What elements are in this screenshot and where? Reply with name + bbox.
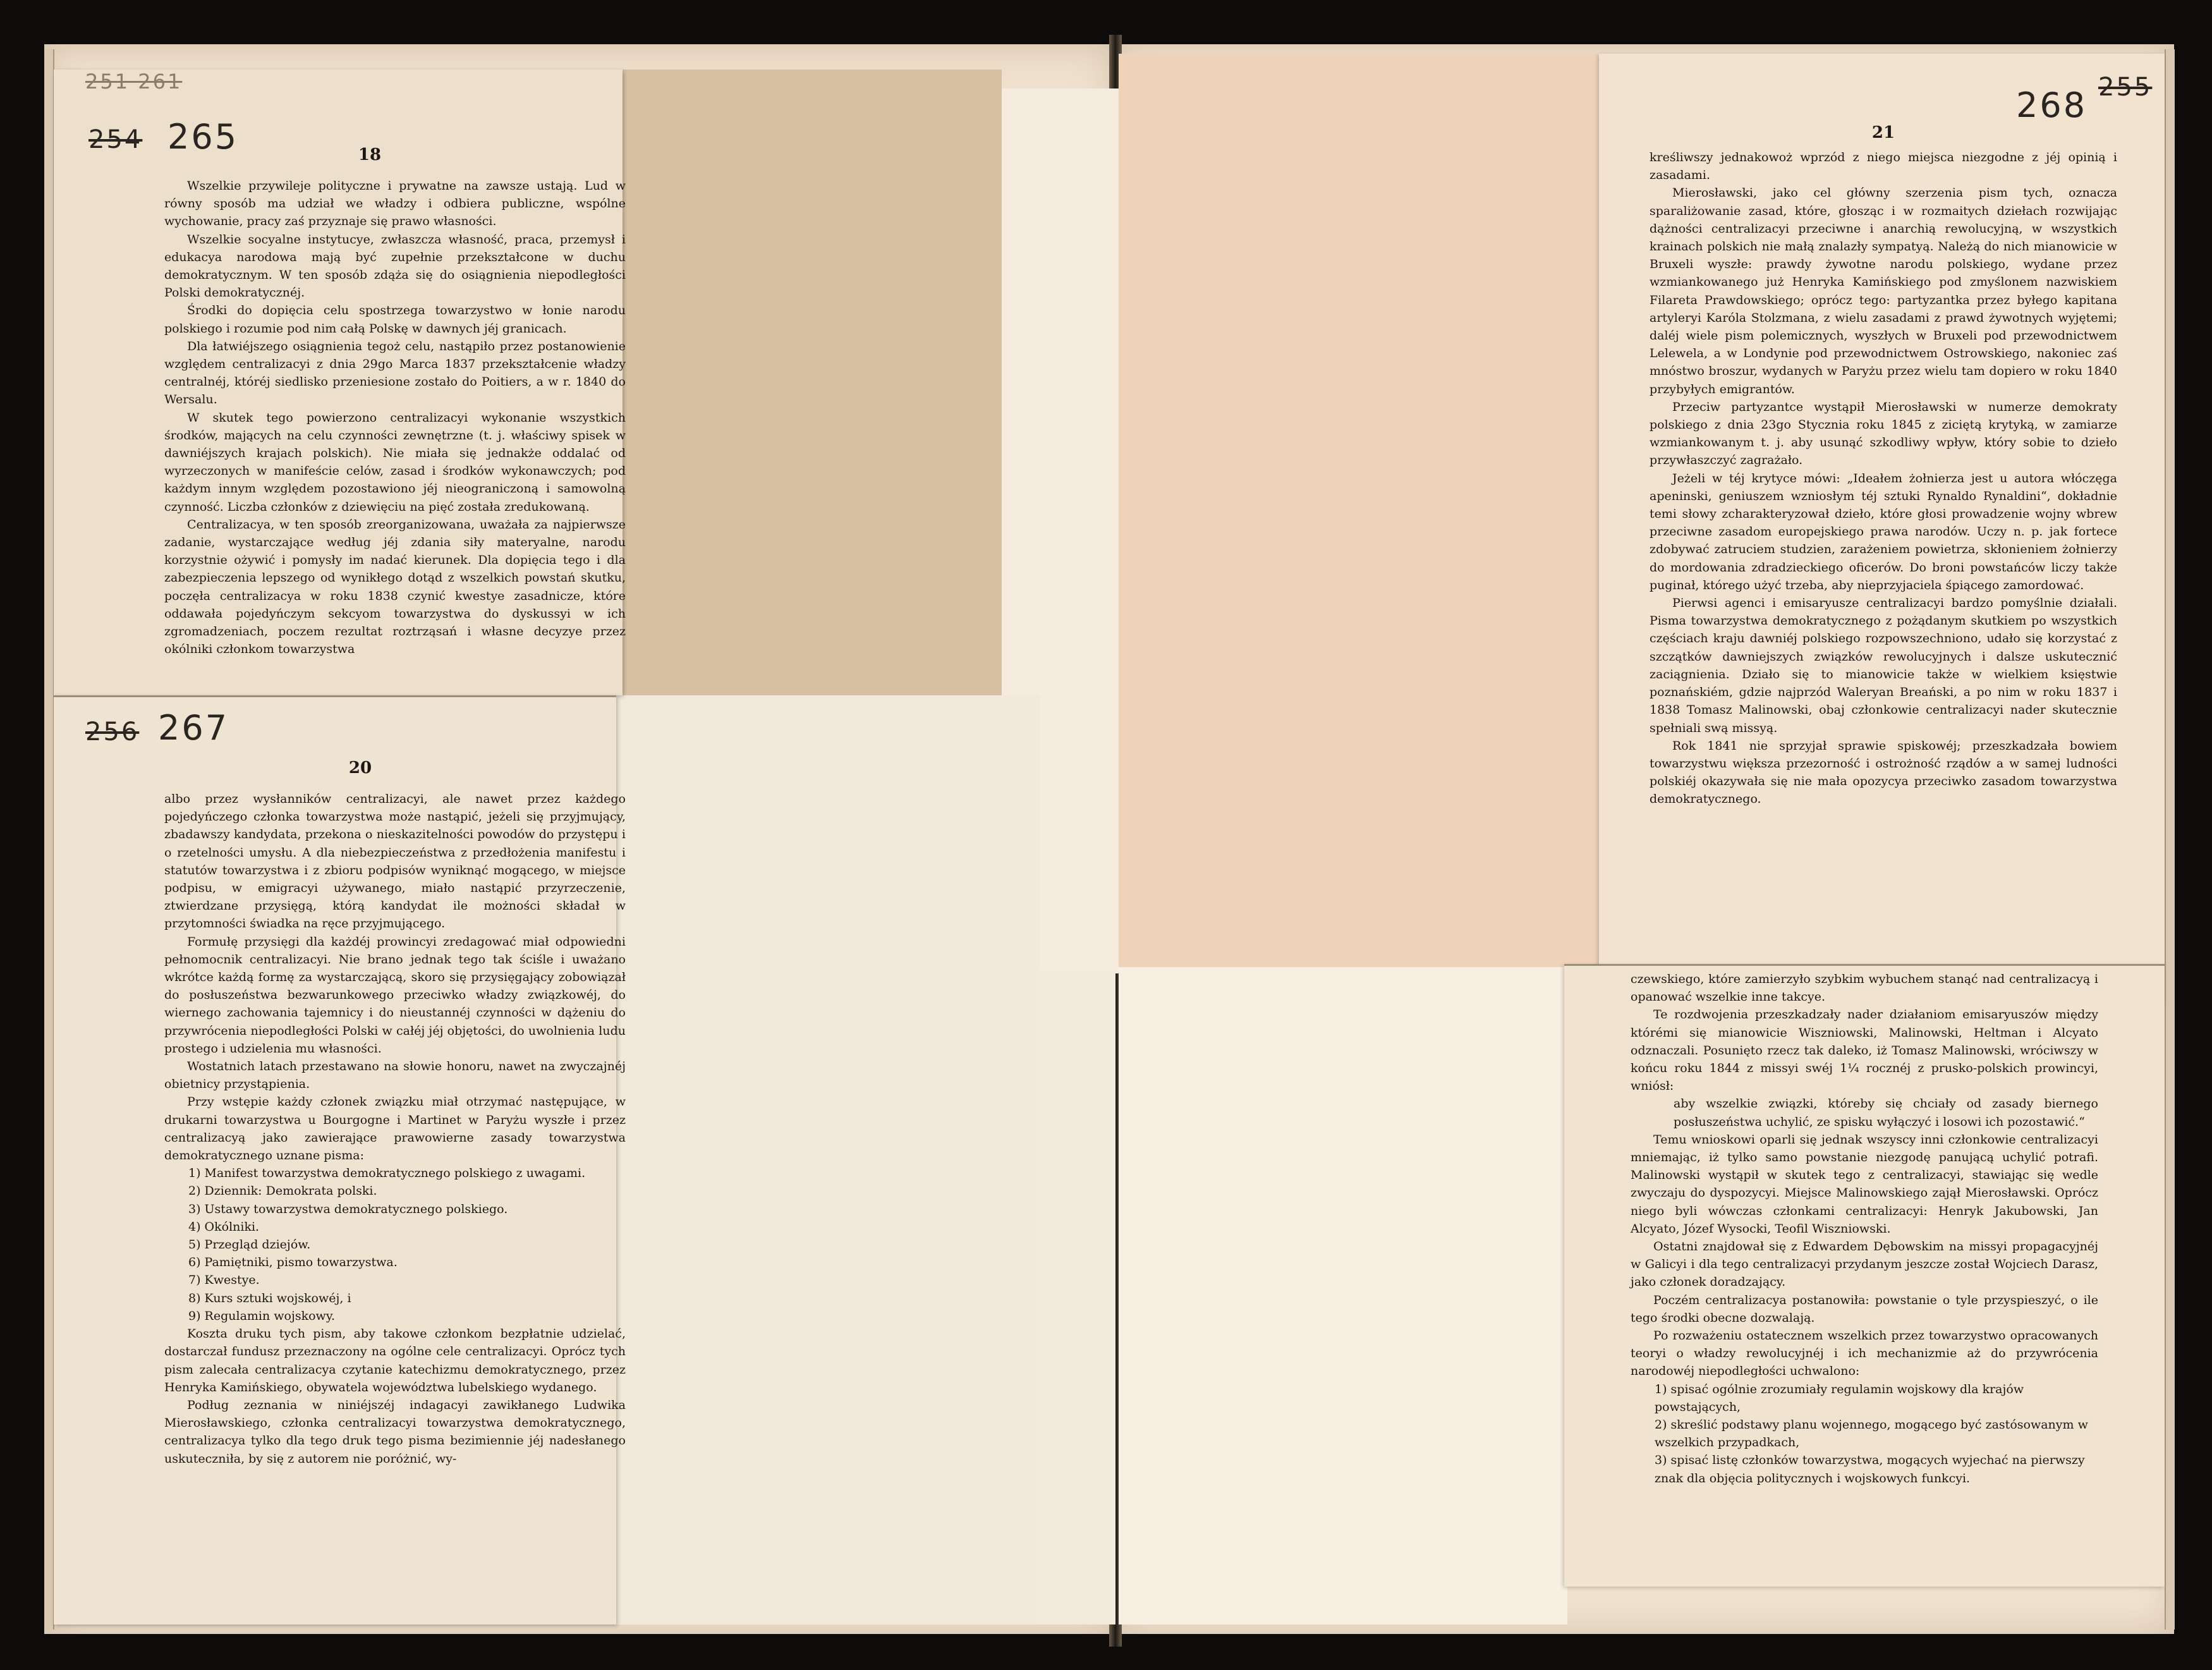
- paragraph: Ostatni znajdował się z Edwardem Dębowskim na missyi propagacyjnéj w Galicyi i dla tego centralizacyi przydanym jeszcze został Wojciech Darasz, jako członek doradzający.: [1631, 1240, 2098, 1289]
- document-sheet-page-20: [54, 695, 626, 1624]
- paragraph: Temu wnioskowi oparli się jednak wszyscy inni członkowie centralizacyi mniemając, iż tylko samo powstanie niezgodę panującą uchylić potrafi. Malinowski wystąpił w skutek tego z centralizacyi, stawiając się wedle zwyczaju do dyspozycyi. Miejsce Malinowskiego zajął Mierosławski. Oprócz niego byli wówczas członkami centralizacyi: Henryk Jakubowski, Jan Alcyato, Józef Wysocki, Teofil Wiszniowski.: [1631, 1132, 2098, 1236]
- archive-number-old: 254: [88, 125, 143, 154]
- peach-paper-block: [1119, 54, 1599, 967]
- paragraph: Podług zeznania w niniéjszéj indagacyi zawikłanego Ludwika Mierosławskiego, członka centralizacyi towarzystwa demokratycznego, centralizacya tylko dla tego druk tego pisma bezimiennie jéj nadesłanego uskuteczniła, by się z autorem nie poróżnić, wy-: [164, 1398, 626, 1466]
- left-page-edges: [44, 49, 54, 1630]
- paragraph: czewskiego, które zamierzyło szybkim wybuchem stanąć nad centralizacyą i opanować wszelkie inne takcye.: [1631, 972, 2098, 1004]
- paragraph: Wszelkie przywileje polityczne i prywatne na zawsze ustają. Lud w równy sposób ma udział we władzy i odbiera publiczne, wspólne wychowanie, pracy zaś przyznaje się prawo własności.: [164, 179, 626, 229]
- list-item: 2) skreślić podstawy planu wojennego, mogącego być zastósowanym w wszelkich przypadkach,: [1655, 1418, 2088, 1450]
- cream-paper-block-narrow: [1036, 970, 1115, 1624]
- text-column: [1650, 149, 2117, 808]
- paragraph: Wszelkie socyalne instytucye, zwłaszcza własność, praca, przemysł i edukacya narodowa mają być zupełnie przekształcone w duchu demokratycznym. W ten sposób zdąża się do osiągnienia niepodległości Polski demokratycznéj.: [164, 232, 626, 300]
- quote: aby wszelkie związki, któreby się chciały od zasady biernego posłuszeństwa uchylić, ze spisku wyłączyć i losowi ich pozostawić.“: [1674, 1097, 2098, 1129]
- page-number: 20: [348, 759, 372, 777]
- document-sheet-continuation: [1564, 964, 2165, 1587]
- archive-number: 267: [158, 708, 229, 748]
- list-item: 6) Pamiętniki, pismo towarzystwa.: [188, 1255, 398, 1270]
- list-item: 7) Kwestye.: [188, 1273, 260, 1288]
- paragraph: Poczém centralizacya postanowiła: powstanie o tyle przyspieszyć, o ile tego środki obecne dozwalają.: [1631, 1293, 2098, 1325]
- document-sheet-page-18: [54, 70, 626, 695]
- list-item: 3) spisać listę członków towarzystwa, mogących wyjechać na pierwszy znak dla objęcia politycznych i wojskowych funkcyi.: [1655, 1453, 2085, 1485]
- cream-paper-block: [616, 695, 1040, 1624]
- list-item: 1) Manifest towarzystwa demokratycznego polskiego z uwagami.: [188, 1166, 586, 1181]
- text-column: [164, 790, 626, 1468]
- paragraph: Wostatnich latach przestawano na słowie honoru, nawet na zwyczajnéj obietnicy przystąpienia.: [164, 1059, 626, 1092]
- archive-number-old: 256: [85, 717, 140, 747]
- document-sheet-page-21: [1599, 54, 2165, 1002]
- list-item: 2) Dziennik: Demokrata polski.: [188, 1184, 377, 1198]
- paragraph: Formułę przysięgi dla każdéj prowincyi zredagować miał odpowiedni pełnomocnik centralizacyi. Nie brano jednak tego tak ściśle i uważano wkrótce każdą formę za wystarczającą, skoro się przysięgający zobowiązał do posłuszeństwa bezwarunkowego przeciwko władzy związkowéj, do wiernego zachowania tajemnicy i do nieustannéj czynności w dążeniu do przywrócenia niepodległości Polski w całéj jéj objętości, do uwolnienia ludu prostego i udzielenia mu własności.: [164, 934, 626, 1056]
- tan-paper-strip: [623, 70, 1002, 768]
- list-item: 1) spisać ogólnie zrozumiały regulamin wojskowy dla krajów powstających,: [1655, 1382, 2024, 1414]
- paragraph: Po rozważeniu ostatecznem wszelkich przez towarzystwo opracowanych teoryi o władzy rewolucyjnéj i ich mechanizmie aż do przywrócenia narodowéj niepodległości uchwalono:: [1631, 1329, 2098, 1379]
- list-item: 5) Przegląd dziejów.: [188, 1238, 311, 1252]
- paragraph: kreśliwszy jednakowoż wprzód z niego miejsca niezgodne z jéj opinią i zasadami.: [1650, 150, 2117, 183]
- paragraph: Te rozdwojenia przeszkadzały nader działaniom emisaryuszów między którémi się mianowicie Wiszniowski, Malinowski, Heltman i Alcyato odznaczali. Posunięto rzecz tak daleko, iż Tomasz Malinowski, wróciwszy w końcu roku 1844 z missyi swéj 1¼ rocznéj z prusko-polskich prowincyi, wniósł:: [1631, 1008, 2098, 1094]
- page-number: 18: [358, 145, 382, 164]
- list-item: 9) Regulamin wojskowy.: [188, 1308, 336, 1323]
- paragraph: Dla łatwiéjszego osiągnienia tegoż celu, nastąpiło przez postanowienie względem centralizacyi z dnia 29go Marca 1837 przekształcenie władzy centralnéj, któréj siedlisko przeniesione zostało do Poitiers, a w r. 1840 do Wersalu.: [164, 339, 626, 407]
- archive-number: 268: [2016, 85, 2087, 125]
- white-paper-block: [1119, 967, 1567, 1624]
- text-column: [164, 177, 626, 658]
- page-number: 21: [1871, 123, 1895, 142]
- archive-number-old: 255: [2098, 73, 2153, 102]
- right-page-edges: [2165, 49, 2175, 1630]
- list-item: 4) Okólniki.: [188, 1219, 260, 1234]
- archive-number-faint: 251 261: [85, 70, 183, 94]
- paragraph: Mierosławski, jako cel główny szerzenia pism tych, oznacza sparaliżowanie zasad, które, głosząc i w rozmaitych dziełach rozwijając dążności centralizacyi przeciwne i anarchią rewolucyjną, w wszystkich krainach polskich nie małą znalazły sympatyą. Należą do nich mianowicie w Bruxeli wyszłe: prawdy żywotne narodu polskiego, wydane przez wzmiankowanego już Henryka Kamińskiego pod zmyślonem nazwiskiem Filareta Prawdowskiego; oprócz tego: partyzantka przez byłego kapitana artyleryi Karóla Stolzmana, z wielu zasadami z prawd żywotnych wyjętemi; daléj wiele pism polemicznych, wyszłych w Bruxeli pod przewodnictwem Lelewela, a w Londynie pod przewodnictwem Ostrowskiego, nakoniec zaś mnóstwo broszur, wydanych w Paryżu przez wielu tam dopiero w roku 1840 przybyłych emigrantów.: [1650, 186, 2117, 396]
- text-column: [1631, 970, 2098, 1487]
- sheet-cut-edge: [54, 695, 616, 697]
- archive-number: 265: [167, 117, 239, 157]
- paragraph: Przeciw partyzantce wystąpił Mierosławski w numerze demokraty polskiego z dnia 23go Stycznia roku 1845 z ziciętą krytyką, w zamiarze wzmiankowanym t. j. aby usunąć szkodliwy wpływ, który sobie to dzieło przywłaszczyć zagrażało.: [1650, 399, 2117, 468]
- paragraph: Środki do dopięcia celu spostrzega towarzystwo w łonie narodu polskiego i rozumie pod nim całą Polskę w dawnych jéj granicach.: [164, 303, 626, 336]
- paragraph: albo przez wysłanników centralizacyi, ale nawet przez każdego pojedyńczego członka towarzystwa może nastąpić, jeżeli się przyjmujący, zbadawszy kandydata, przekona o nieskazitelności powodów do przystępu i o rzetelności umysłu. A dla niebezpieczeństwa z przedłożenia manifestu i statutów towarzystwa i z zbioru podpisów wyniknąć mogącego, w miejsce podpisu, w emigracyi używanego, miało nastąpić przyrzeczenie, ztwierdzane przysięgą, którą kandydat ile możności składał w przytomności świadka na ręce przyjmującego.: [164, 792, 626, 931]
- paragraph: Jeżeli w téj krytyce mówi: „Ideałem żołnierza jest u autora włóczęga apeninski, geniuszem wzniosłym téj sztuki Rynaldo Rynaldini“, dokładnie temi słowy zcharakteryzował dzieło, które głosi prowadzenie wojny wbrew przeciwne zasadom europejskiego prawa narodów. Uczy n. p. jak fortece zdobywać zatruciem studzien, zarażeniem powietrza, skłonieniem żołnierzy do mordowania zdradzieckiego oficerów. Do broni powstańców liczy także puginał, którego użyć trzeba, aby nieprzyjaciela śpiącego zamordować.: [1650, 471, 2117, 592]
- paragraph: Koszta druku tych pism, aby takowe członkom bezpłatnie udzielać, dostarczał fundusz przeznaczony na ogólne cele centralizacyi. Oprócz tych pism zalecała centralizacya czytanie katechizmu demokratycznego, przez Henryka Kamińskiego, obywatela województwa lubelskiego wydanego.: [164, 1327, 626, 1394]
- paragraph: W skutek tego powierzono centralizacyi wykonanie wszystkich środków, mających na celu czynności zewnętrzne (t. j. właściwy spisek w dawniéjszych krajach polskich). Nie miała się jednakże oddalać od wyrzeczonych w manifeście celów, zasad i środków wykonawczych; pod każdym innym względem pozostawiono jéj nieograniczoną i samowolną czynność. Liczba członków z dziewięciu na pięć została zredukowaną.: [164, 410, 626, 514]
- sheet-cut-edge: [1564, 964, 2165, 966]
- list-item: 8) Kurs sztuki wojskowéj, i: [188, 1291, 351, 1305]
- list-item: 3) Ustawy towarzystwa demokratycznego polskiego.: [188, 1202, 508, 1216]
- paragraph: Centralizacya, w ten sposób zreorganizowana, uważała za najpierwsze zadanie, wystarczające według jéj zdania siły materyalne, narodu korzystnie ożywić i pomysły im nadać kierunek. Dla dopięcia tego i dla zabezpieczenia lepszego od wynikłego dotąd z wszelkich powstań skutku, poczęła centralizacya w roku 1838 czynić kwestye zasadnicze, które oddawała pojedyńczym sekcyom towarzystwa do dyskussyi w ich zgromadzeniach, poczem rezultat roztrząsań i własne decyzye przez okólniki członkom towarzystwa: [164, 517, 626, 657]
- paragraph: Przy wstępie każdy członek związku miał otrzymać następujące, w drukarni towarzystwa u Bourgogne i Martinet w Paryżu wyszłe i przez centralizacyą jako zawierające prawowierne zasady towarzystwa demokratycznego uznane pisma:: [164, 1095, 626, 1163]
- paragraph: Pierwsi agenci i emisaryusze centralizacyi bardzo pomyślnie działali. Pisma towarzystwa demokratycznego z pożądanym skutkiem po wszystkich częściach kraju dawniéj polskiego rozpowszechniono, udało się korzystać z szczątków dawniejszych związków rewolucyjnych i dalsze uskutecznić zaciągnienia. Działo się to mianowicie także w wielkiem księstwie poznańskiém, gdzie najprzód Waleryan Breański, a po nim w roku 1837 i 1838 Tomasz Malinowski, obaj członkowie centralizacyi nader skutecznie spełniali swą missyą.: [1650, 596, 2117, 735]
- paragraph: Rok 1841 nie sprzyjał sprawie spiskowéj; przeszkadzała bowiem towarzystwu większa przezorność i ostrożność rządów a w samej ludności polskiéj okazywała się nie mała opozycya przeciwko zasadom towarzystwa demokratycznego.: [1650, 738, 2117, 807]
